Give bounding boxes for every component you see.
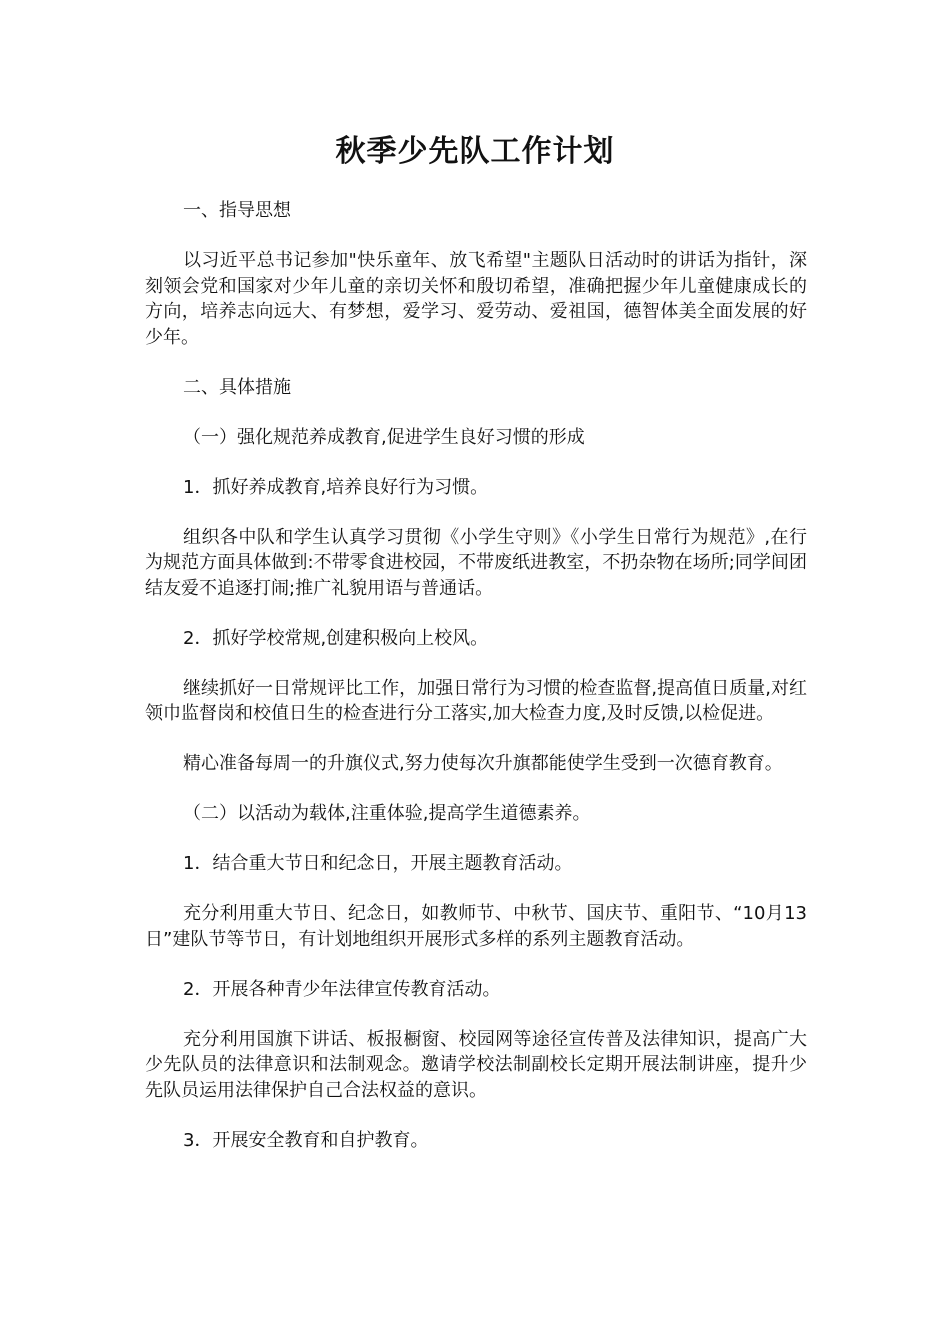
item-heading: 1．结合重大节日和纪念日，开展主题教育活动。 (183, 853, 573, 874)
paragraph: 以习近平总书记参加"快乐童年、放飞希望"主题队日活动时的讲话为指针，深刻领会党和国家对少年儿童的亲切关怀和殷切希望，准确把握少年儿童健康成长的方向，培养志向远大、有梦想，爱学习、爱劳动、爱祖国，德智体美全面发展的好少年。 (145, 250, 807, 348)
item-heading: 1．抓好养成教育,培养良好行为习惯。 (183, 476, 489, 498)
subsection-heading-1: （一）强化规范养成教育,促进学生良好习惯的形成 (183, 426, 585, 448)
section-heading-specific-measures: 二、具体措施 (183, 376, 291, 398)
paragraph: 继续抓好一日常规评比工作，加强日常行为习惯的检查监督,提高值日质量,对红领巾监督岗和校值日生的检查进行分工落实,加大检查力度,及时反馈,以检促进。 (145, 677, 807, 724)
item-heading: 3．开展安全教育和自护教育。 (183, 1129, 429, 1151)
paragraph: 精心准备每周一的升旗仪式,努力使每次升旗都能使学生受到一次德育教育。 (183, 753, 783, 774)
paragraph: 充分利用重大节日、纪念日，如教师节、中秋节、国庆节、重阳节、“10月13日”建队节等节日，有计划地组织开展形式多样的系列主题教育活动。 (145, 903, 807, 950)
paragraph: 充分利用国旗下讲话、板报橱窗、校园网等途径宣传普及法律知识，提高广大少先队员的法律意识和法制观念。邀请学校法制副校长定期开展法制讲座，提升少先队员运用法律保护自己合法权益的意识。 (145, 1028, 807, 1101)
section-heading-guiding-ideology: 一、指导思想 (183, 200, 291, 221)
document-body (145, 198, 807, 1178)
paragraph: 组织各中队和学生认真学习贯彻《小学生守则》《小学生日常行为规范》,在行为规范方面具体做到:不带零食进校园，不带废纸进教室，不扔杂物在场所;同学间团结友爱不追逐打闹;推广礼貌用语与普通话。 (145, 526, 807, 599)
document-title: 秋季少先队工作计划 (335, 134, 615, 169)
subsection-heading-2: （二）以活动为载体,注重体验,提高学生道德素养。 (183, 803, 591, 824)
item-heading: 2．抓好学校常规,创建积极向上校风。 (183, 627, 489, 649)
item-heading: 2．开展各种青少年法律宣传教育活动。 (183, 978, 501, 1000)
